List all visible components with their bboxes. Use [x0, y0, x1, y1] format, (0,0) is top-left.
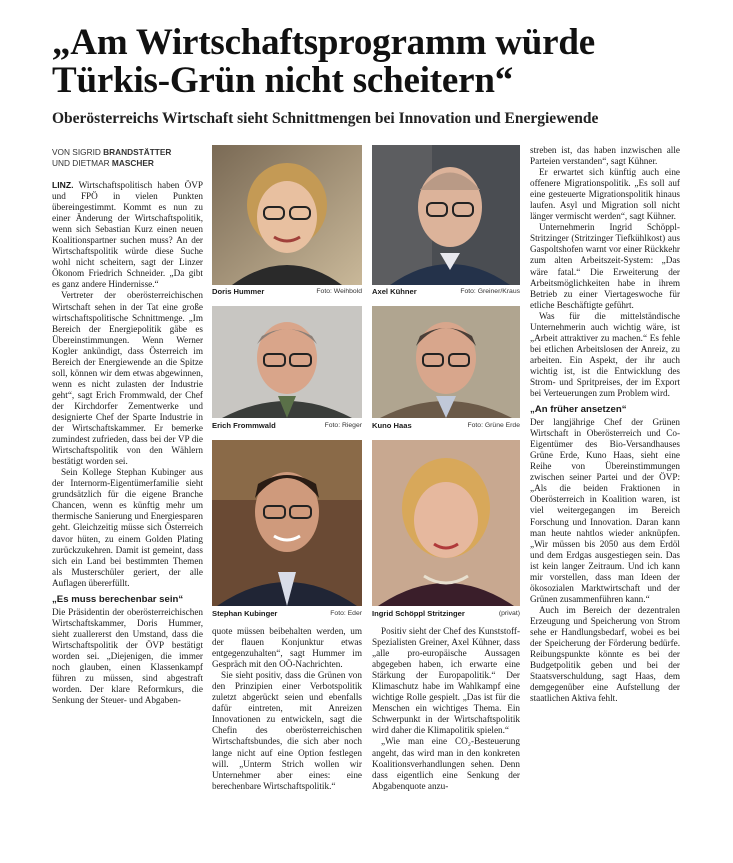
photo-doris-hummer	[212, 145, 362, 285]
paragraph: Vertreter der oberösterreichischen Wirtschaft sehen in der Tat eine große wirtschaftspolitische Schnittmenge. „Im Bereich der Energiepolitik gäbe es Übereinstimmungen. Wenn Werner Kogler ankündigt, dass Österreich im Bereich der Energiewende an die Spitze soll, können wir dem etwas abgewinnen, wenn es nicht zulasten der Industrie geht“, sagt Erich Frommwald, der Chef der Kirchdorfer Zementwerke und designierte Chef der Sparte Industrie in der Wirtschaftskammer. Er bemerke zumindest zufrieden, dass bei der VP die Wirtschaftspolitik von den Wählern bestätigt worden sei.	[52, 290, 203, 467]
paragraph: Was für die mittelständische Unternehmerin auch wichtig wäre, ist „Arbeit attraktiver zu machen.“ Es fehle bei etlichen Arbeitslosen der Anreiz, zu arbeiten. Ein Aspekt, der ihr auch wichtig ist, ist die Entwicklung des Strom- und Spritpreises, der im Export bei Verteuerungen zum Problem wird.	[530, 310, 680, 399]
paragraph: quote müssen beibehalten werden, um der flauen Konjunktur etwas entgegenzuhalten“, sagt Hummer im Gespräch mit den OÖ-Nachrichten.	[212, 626, 362, 670]
caption-stephan-kubinger	[212, 609, 362, 619]
paragraph: Positiv sieht der Chef des Kunststoff-Spezialisten Greiner, Axel Kühner, dass „alle pro-europäische Aussagen abgegeben haben, ich erwarte eine Stärkung der Europapolitik.“ Der Klimaschutz habe im Wahlkampf eine wichtige Rolle gespielt. „Das ist für die Menschen ein wichtiges Thema. Ein Schwerpunkt in der Wirtschaftspolitik wird daher die Klimapolitik spielen.“	[372, 626, 520, 736]
photo-ingrid-schoeppl-stritzinger	[372, 440, 520, 606]
caption-credit: Foto: Rieger	[324, 422, 362, 429]
caption-doris-hummer	[212, 287, 362, 297]
portrait-woman-icon	[212, 145, 362, 285]
caption-credit: Foto: Grüne Erde	[467, 422, 520, 429]
caption-name: Kuno Haas	[372, 421, 412, 430]
portrait-man-icon	[212, 306, 362, 418]
headline-line-2: Türkis-Grün nicht scheitern“	[52, 60, 514, 101]
caption-name: Stephan Kubinger	[212, 609, 278, 618]
section-heading: „Es muss berechenbar sein“	[52, 593, 184, 605]
photo-axel-kuehner	[372, 145, 520, 285]
article-headline	[52, 24, 712, 100]
author-2: MASCHER	[111, 158, 154, 168]
caption-ingrid-schoeppl-stritzinger	[372, 609, 520, 619]
portrait-man-icon	[372, 145, 520, 285]
paragraph: Sein Kollege Stephan Kubinger aus der Internorm-Eigentümerfamilie sieht grundsätzlich für die eigene Branche Chancen, wenn es künftig mehr um thermische Sanierung und Energiesparen geht. Gleichzeitig müsse sich Österreich davor hüten, zu einem Golden Plating zurückzukehren. Damit ist gemeint, dass sich ein Land bei bestimmten Themen als Musterschüler geriert, der alle Auflagen übererfüllt.	[52, 467, 203, 588]
section-heading: „An früher ansetzen“	[530, 404, 627, 416]
caption-credit: Foto: Weihbold	[316, 288, 362, 295]
article-column-2	[212, 626, 362, 792]
paragraph: Er erwartet sich künftig auch eine offenere Migrationspolitik. „Es soll auf eine gesteuerte Migrationspolitik hinaus laufen. Asyl und Migration soll nicht länger vermischt werden“, sagt Kühner.	[530, 167, 680, 222]
caption-name: Doris Hummer	[212, 287, 265, 296]
portrait-woman-icon	[372, 440, 520, 606]
caption-erich-frommwald	[212, 421, 362, 431]
paragraph: Auch im Bereich der dezentralen Erzeugung und Speicherung von Strom sehe er Handlungsbedarf, wobei es bei der Speicherung der Förderung bedürfe. Reibungspunkte könnte es bei der Budgetpolitik geben und bei der Staatsverschuldung, sagt Haas, dem demgegenüber eine Aufstellung der staatlichen Aktiva fehlt.	[530, 604, 680, 704]
caption-credit: (privat)	[498, 610, 520, 617]
caption-name: Ingrid Schöppl Stritzinger	[372, 609, 465, 618]
caption-axel-kuehner	[372, 287, 520, 297]
paragraph: Sie sieht positiv, dass die Grünen von den Prinzipien einer Verbotspolitik zuletzt abgerückt seien und ebenfalls dafür eintreten, mit Anreizen Innovationen zu entwickeln, sagt die Chefin des oberösterreichischen Wirtschaftsbundes, die sich aber noch lange nicht auf eine Option festlegen will. „Unterm Strich wollen wir Unternehmer aber eines: eine berechenbare Wirtschaftspolitik.“	[212, 670, 362, 791]
author-1: BRANDSTÄTTER	[103, 147, 172, 157]
dateline: LINZ.	[52, 180, 74, 190]
paragraph: Die Präsidentin der oberösterreichischen Wirtschaftskammer, Doris Hummer, sieht zuallererst den Umstand, dass die Wirtschaftspolitik der ÖVP bestätigt worden sei. „Diejenigen, die immer noch glauben, einen Klassenkampf führen zu müssen, sind abgestraft worden. Der klare Reformkurs, die Senkung der Steuer- und Abgaben-	[52, 606, 203, 706]
paragraph: „Wie man eine CO₂-Besteuerung angeht, das wird man in den konkreten Koalitionsverhandlungen sehen. Denn dass eigentlich eine Senkung der Abgabenquote anzu-	[372, 736, 520, 791]
paragraph: LINZ. Wirtschaftspolitisch haben ÖVP und FPÖ in vielen Punkten übereingestimmt. Kommt es nun zu einer Änderung der Wirtschaftspolitik, wenn sich Sebastian Kurz einen neuen Koalitionspartner suchen muss? An der Wirtschaftspolitik würde diese Suche wohl nicht scheitern, sagt der Linzer Ökonom Friedrich Schneider. „Da gibt es ganz andere Hindernisse.“	[52, 180, 203, 290]
portrait-man-icon	[212, 440, 362, 606]
paragraph: Unternehmerin Ingrid Schöppl-Stritzinger (Stritzinger Tiefkühlkost) aus Gaspoltshofen warnt vor einer Rückkehr zum alten Arbeitszeit-System: „Das wäre fatal.“ Die Erweiterung der Arbeitsmöglichkeiten habe in ihrem Betrieb zu einer Viertageswoche für etliche Beschäftigte geführt.	[530, 222, 680, 310]
caption-credit: Foto: Eder	[330, 610, 362, 617]
caption-credit: Foto: Greiner/Kraus	[460, 288, 520, 295]
caption-name: Axel Kühner	[372, 287, 417, 296]
caption-name: Erich Frommwald	[212, 421, 276, 430]
article-column-4	[530, 145, 680, 704]
article-column-1	[52, 180, 203, 706]
article-column-3	[372, 626, 520, 792]
paragraph: streben ist, das haben inzwischen alle Parteien verstanden“, sagt Kühner.	[530, 145, 680, 167]
headline-line-1: „Am Wirtschaftsprogramm würde	[52, 22, 595, 63]
caption-kuno-haas	[372, 421, 520, 431]
paragraph: Der langjährige Chef der Grünen Wirtschaft in Oberösterreich und Co-Eigentümer des Bio-Versandhauses Grüne Erde, Kuno Haas, sieht eine Reihe von Übereinstimmungen zwischen seiner Partei und der ÖVP: „Als die beiden Fraktionen in Oberösterreich in Koalition waren, ist viel weitergegangen im Bereich Forschung und Innovation. Daran kann man heute nahtlos wieder anknüpfen. „Wir müssen bis 2050 aus dem Erdöl und dem Erdgas ausgestiegen sein. Das ist kein langer Zeitraum. Und ich kann mir vorstellen, dass man Ideen der ökosozialen Marktwirtschaft und der Grünen zusammenführen kann.“	[530, 417, 680, 604]
photo-erich-frommwald	[212, 306, 362, 418]
article-subheadline: Oberösterreichs Wirtschaft sieht Schnittmengen bei Innovation und Energiewende	[52, 110, 599, 127]
portrait-man-icon	[372, 306, 520, 418]
byline: VON SIGRID BRANDSTÄTTER UND DIETMAR MASCHER	[52, 147, 172, 168]
photo-stephan-kubinger	[212, 440, 362, 606]
photo-kuno-haas	[372, 306, 520, 418]
